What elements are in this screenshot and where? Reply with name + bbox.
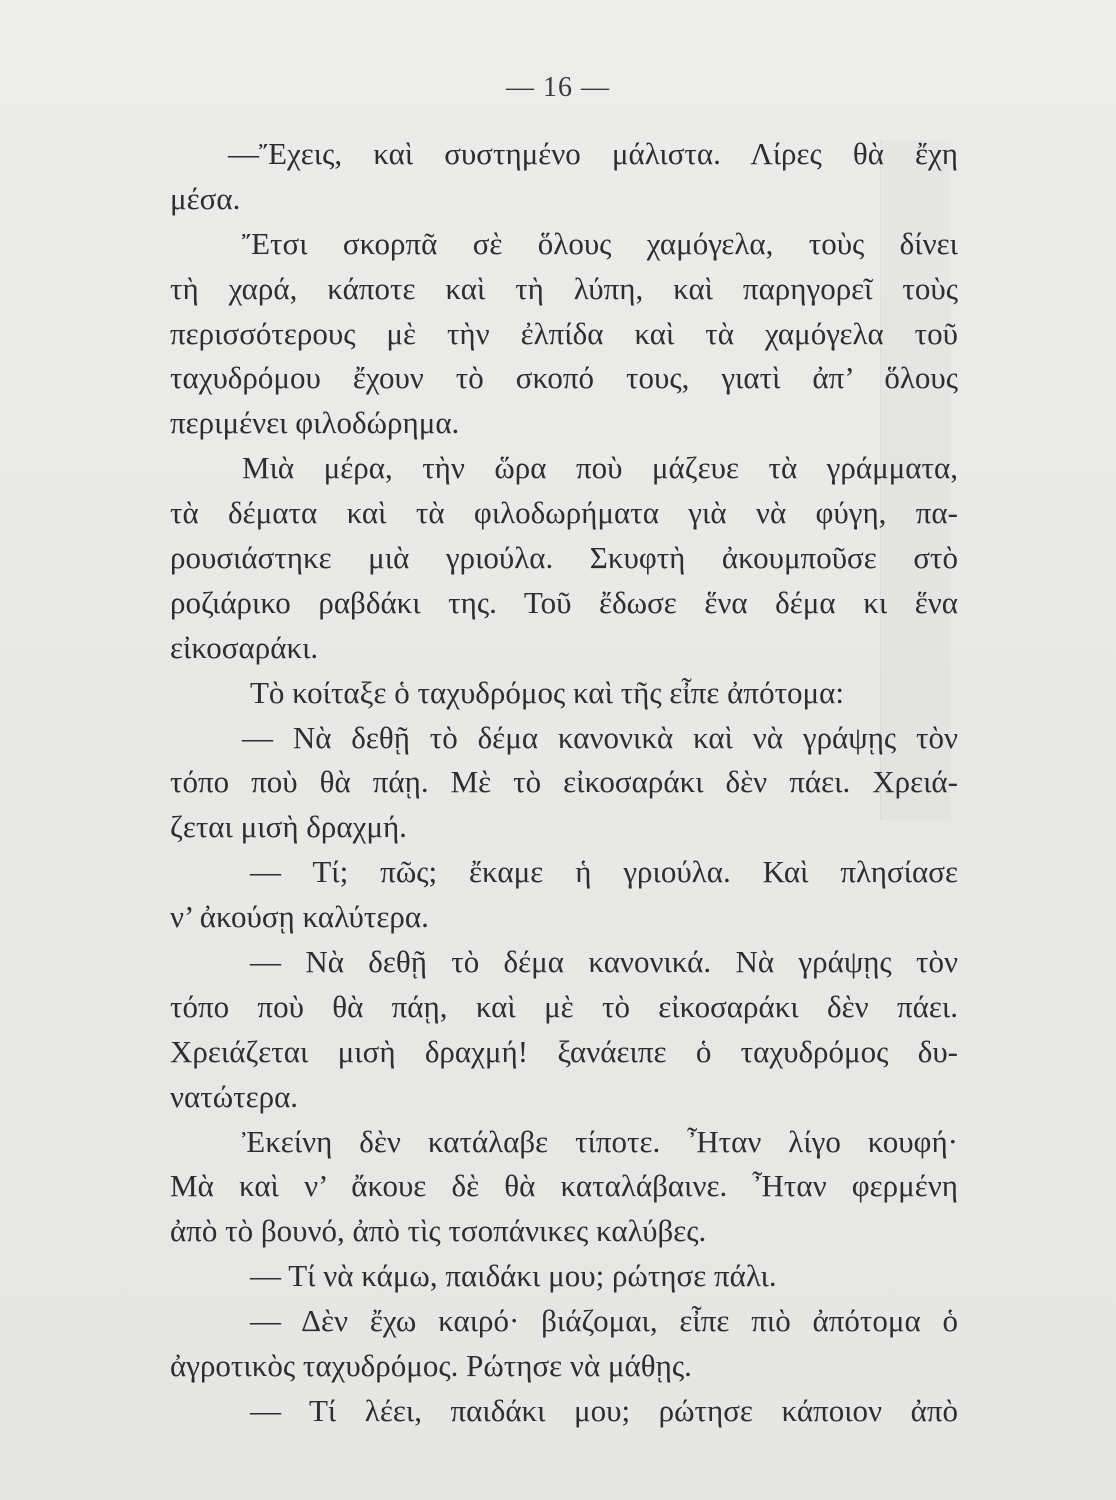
text-line: —Ἔχεις, καὶ συστημένο μάλιστα. Λίρες θὰ ἔχη: [228, 136, 958, 171]
text-line: Μιὰ μέρα, τὴν ὥρα ποὺ μάζευε τὰ γράμματα,: [242, 450, 958, 486]
text-line: — Δὲν ἔχω καιρό· βιάζομαι, εἶπε πιὸ ἀπότομα ὁ: [250, 1303, 958, 1339]
text-line: μέσα.: [170, 180, 241, 216]
text-line: εἰκοσαράκι.: [170, 629, 319, 665]
text-line: Μὰ καὶ ν’ ἄκουε δὲ θὰ καταλάβαινε. Ἦταν φερμένη: [170, 1168, 958, 1204]
text-line: — Τί λέει, παιδάκι μου; ρώτησε κάποιον ἀπὸ: [250, 1392, 958, 1428]
text-line: περιμένει φιλοδώρημα.: [170, 405, 460, 441]
text-line: περισσότερους μὲ τὴν ἐλπίδα καὶ τὰ χαμόγελα τοῦ: [170, 315, 958, 351]
text-line: τὰ δέματα καὶ τὰ φιλοδωρήματα γιὰ νὰ φύγη, πα-: [170, 495, 958, 531]
text-line: Ἐκείνη δὲν κατάλαβε τίποτε. Ἦταν λίγο κουφή·: [242, 1123, 958, 1159]
text-line: ἀπὸ τὸ βουνό, ἀπὸ τὶς τσοπάνικες καλύβες.: [170, 1213, 707, 1249]
text-line: — Νὰ δεθῇ τὸ δέμα κανονικά. Νὰ γράψῃς τὸν: [250, 944, 958, 980]
text-line: τόπο ποὺ θὰ πάῃ, καὶ μὲ τὸ εἰκοσαράκι δὲν πάει.: [170, 988, 958, 1024]
text-line: Ἔτσι σκορπᾶ σὲ ὅλους χαμόγελα, τοὺς δίνει: [242, 225, 958, 261]
text-line: ταχυδρόμου ἔχουν τὸ σκοπό τους, γιατὶ ἀπ’ ὅλους: [170, 360, 958, 396]
text-line: — Τί; πῶς; ἔκαμε ἡ γριούλα. Καὶ πλησίασε: [250, 854, 958, 890]
page-number: — 16 —: [506, 72, 610, 103]
text-line: ἀγροτικὸς ταχυδρόμος. Ρώτησε νὰ μάθῃς.: [170, 1348, 692, 1384]
text-line: τὴ χαρά, κάποτε καὶ τὴ λύπη, καὶ παρηγορεῖ τοὺς: [170, 270, 958, 306]
text-line: ζεται μισὴ δραχμή.: [170, 809, 407, 845]
text-line: Τὸ κοίταξε ὁ ταχυδρόμος καὶ τῆς εἶπε ἀπότομα:: [250, 674, 845, 710]
text-line: Χρειάζεται μισὴ δραχμή! ξανάειπε ὁ ταχυδρόμος δυ-: [170, 1033, 958, 1069]
text-line: νατώτερα.: [170, 1078, 299, 1114]
text-line: ρουσιάστηκε μιὰ γριούλα. Σκυφτὴ ἀκουμποῦσε στὸ: [170, 540, 958, 576]
text-line: — Τί νὰ κάμω, παιδάκι μου; ρώτησε πάλι.: [250, 1258, 777, 1294]
text-line: — Νὰ δεθῇ τὸ δέμα κανονικὰ καὶ νὰ γράψῃς τὸν: [242, 719, 958, 755]
text-line: ροζιάρικο ραβδάκι της. Τοῦ ἔδωσε ἕνα δέμα κι ἕνα: [170, 584, 958, 620]
text-line: τόπο ποὺ θὰ πάῃ. Μὲ τὸ εἰκοσαράκι δὲν πάει. Χρειά-: [170, 764, 958, 800]
text-line: ν’ ἀκούσῃ καλύτερα.: [170, 899, 429, 935]
body-text: [170, 132, 958, 1434]
